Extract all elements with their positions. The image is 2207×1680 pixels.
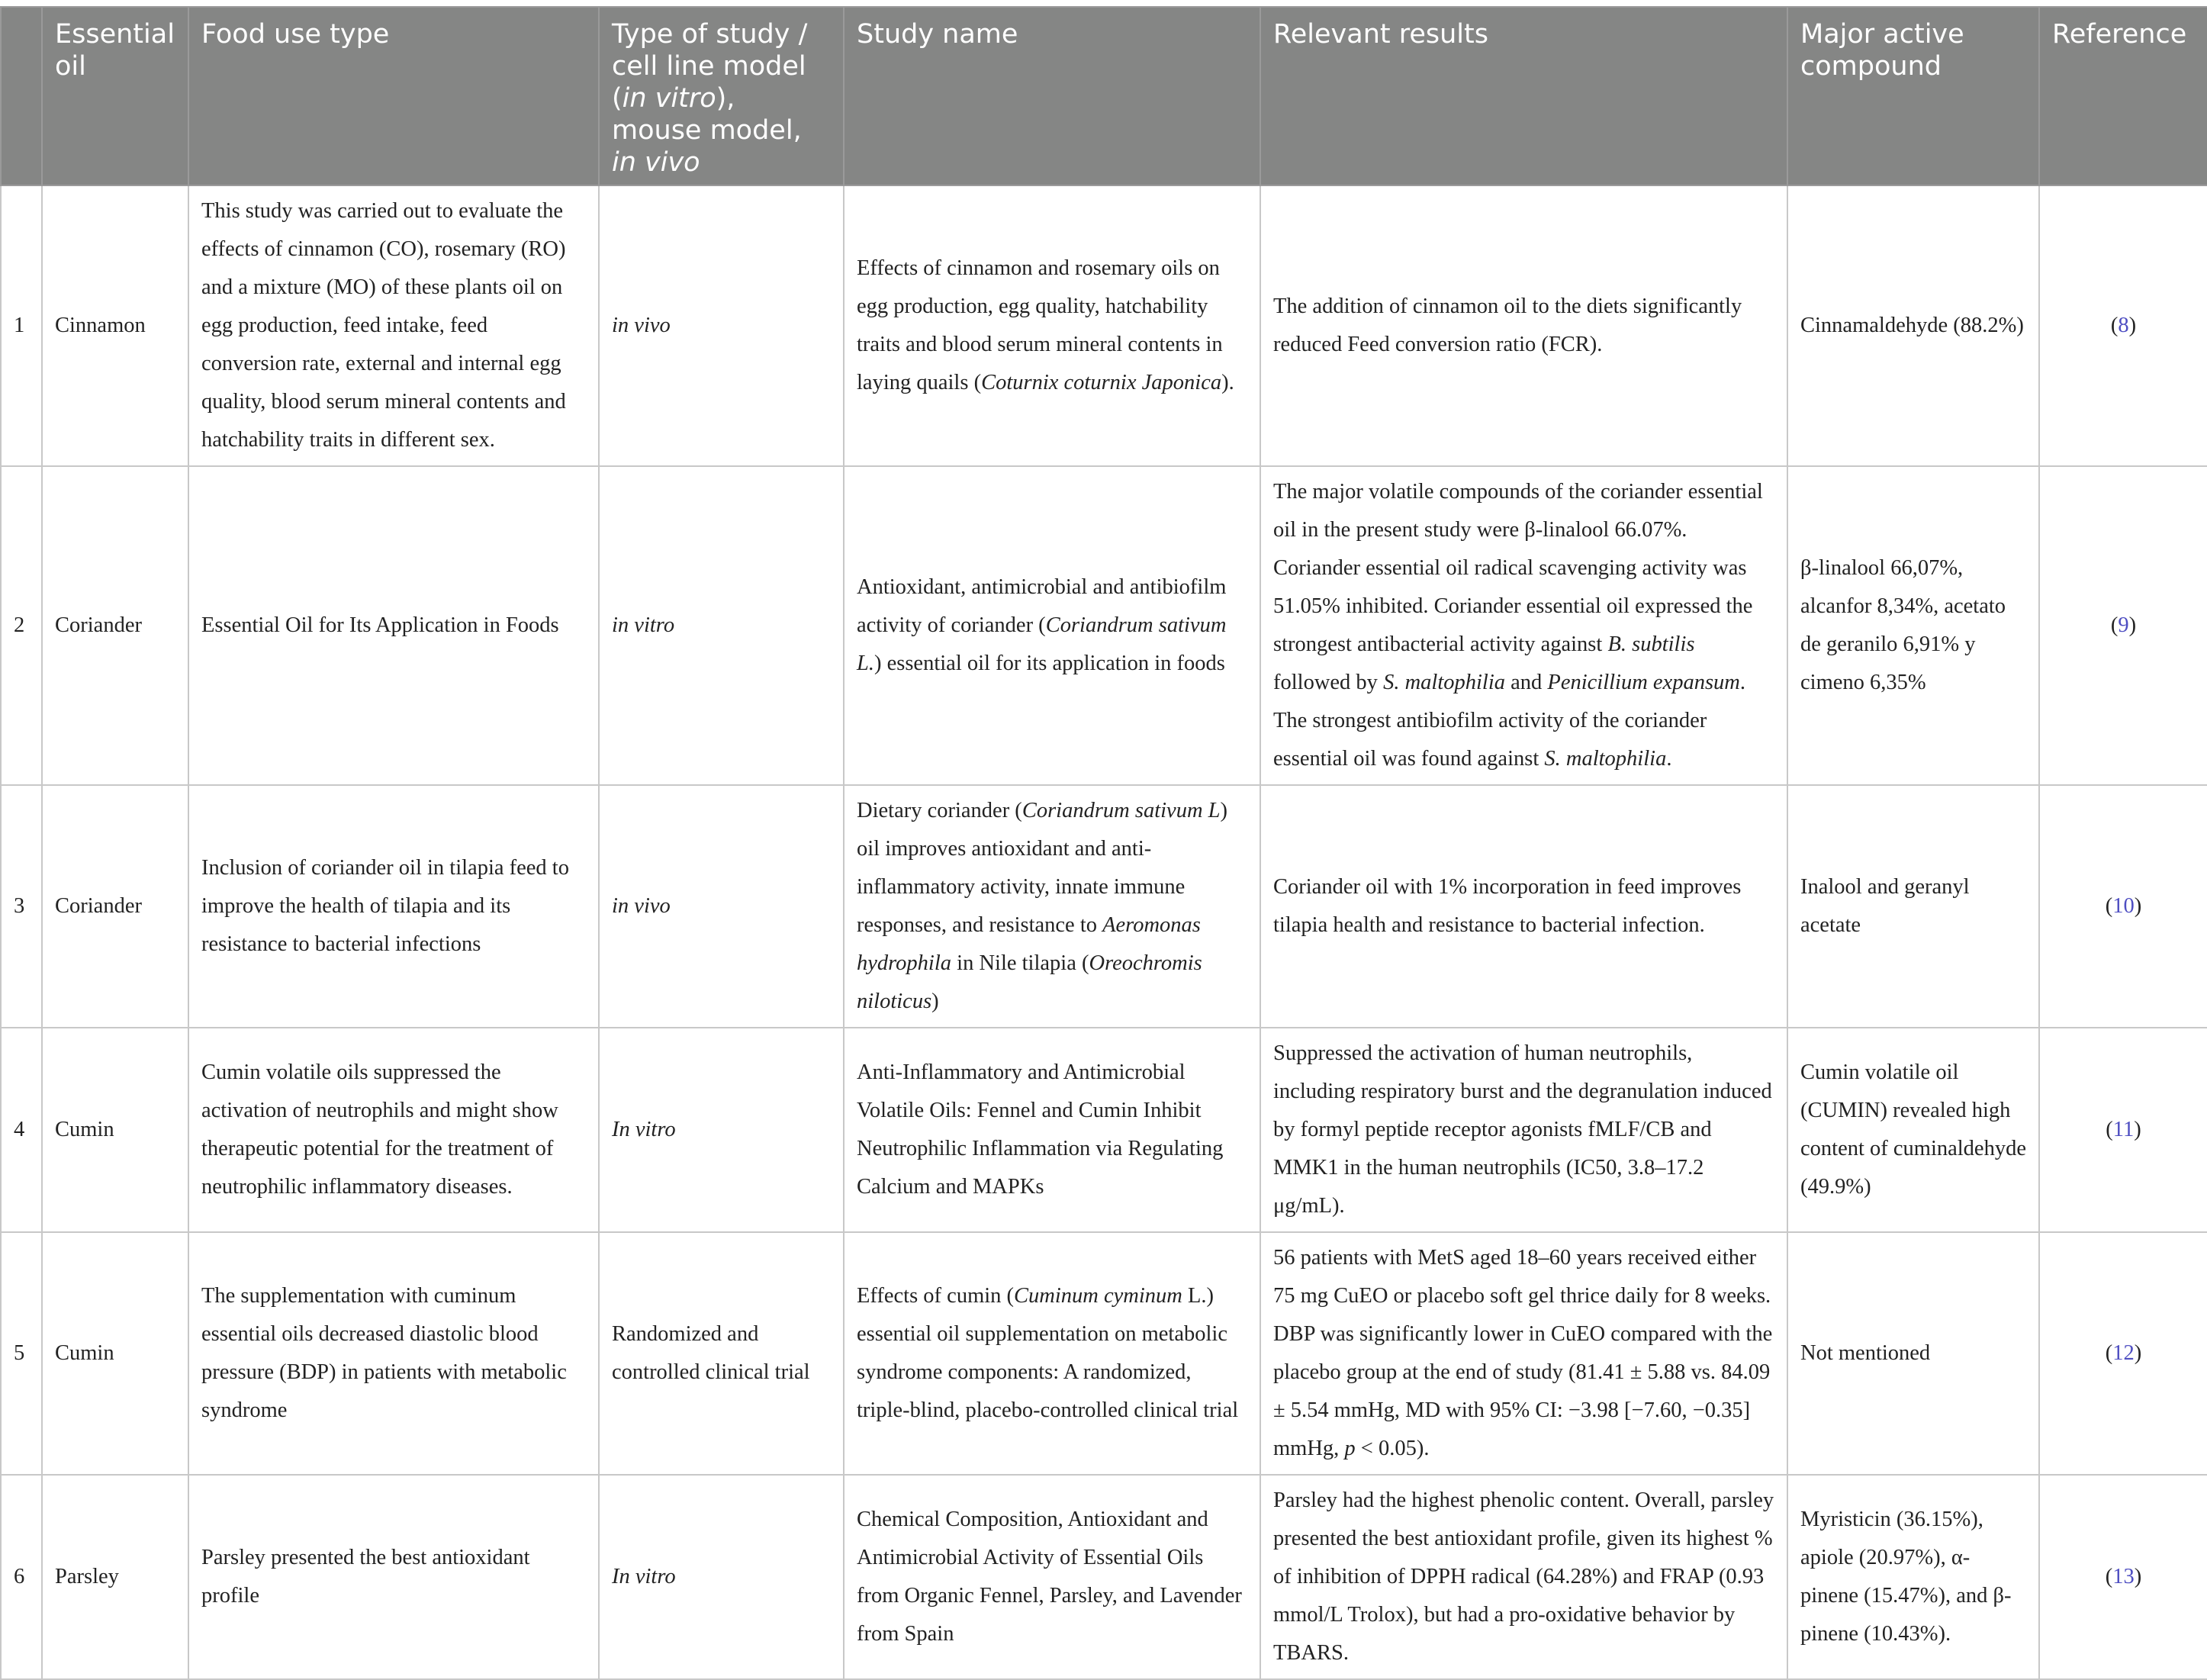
study-type-cell	[599, 785, 844, 1028]
header-reference: Reference	[2039, 7, 2207, 185]
results-cell: The major volatile compounds of the coriander essential oil in the present study were β-linalool 66.07%. Coriander essential oil radical scavenging activity was 51.05% inhibited. Coriander essential oil expressed the strongest antibacterial activity against B. subtilis followed by S. maltophilia and Penicillium expansum. The strongest antibiofilm activity of the coriander essential oil was found against S. maltophilia.	[1260, 466, 1787, 785]
reference-link[interactable]: 11	[2112, 1118, 2135, 1141]
table-header	[1, 7, 2207, 185]
compound-cell: Cumin volatile oil (CUMIN) revealed high content of cuminaldehyde (49.9%)	[1787, 1028, 2039, 1232]
study-name-cell: Antioxidant, antimicrobial and antibiofilm activity of coriander (Coriandrum sativum L.) essential oil for its application in foods	[844, 466, 1260, 785]
reference-link[interactable]: 10	[2112, 894, 2135, 918]
results-cell: Suppressed the activation of human neutrophils, including respiratory burst and the degranulation induced by formyl peptide receptor agonists fMLF/CB and MMK1 in the human neutrophils (IC50, 3.8–17.2 μg/mL).	[1260, 1028, 1787, 1232]
essential-oil-cell: Cumin	[42, 1232, 188, 1475]
compound-cell: β-linalool 66,07%, alcanfor 8,34%, acetato de geranilo 6,91% y cimeno 6,35%	[1787, 466, 2039, 785]
table-row	[1, 1475, 2207, 1679]
study-type-text: in vitro	[612, 613, 675, 637]
essential-oil-cell: Coriander	[42, 785, 188, 1028]
results-cell: Coriander oil with 1% incorporation in feed improves tilapia health and resistance to bacterial infection.	[1260, 785, 1787, 1028]
row-number: 5	[1, 1232, 42, 1475]
table-row	[1, 1028, 2207, 1232]
compound-cell: Not mentioned	[1787, 1232, 2039, 1475]
food-use-cell: Inclusion of coriander oil in tilapia feed to improve the health of tilapia and its resistance to bacterial infections	[188, 785, 599, 1028]
food-use-cell: Parsley presented the best antioxidant profile	[188, 1475, 599, 1679]
results-cell: The addition of cinnamon oil to the diets significantly reduced Feed conversion ratio (FCR).	[1260, 185, 1787, 466]
food-use-cell: Cumin volatile oils suppressed the activation of neutrophils and might show therapeutic potential for the treatment of neutrophilic inflammatory diseases.	[188, 1028, 599, 1232]
essential-oil-cell: Coriander	[42, 466, 188, 785]
reference-link[interactable]: 12	[2112, 1341, 2135, 1365]
essential-oil-cell: Cumin	[42, 1028, 188, 1232]
food-use-cell: Essential Oil for Its Application in Foods	[188, 466, 599, 785]
compound-cell: Cinnamaldehyde (88.2%)	[1787, 185, 2039, 466]
study-type-cell	[599, 1475, 844, 1679]
row-number: 2	[1, 466, 42, 785]
study-type-text: in vivo	[612, 314, 671, 337]
reference-link[interactable]: 8	[2118, 314, 2129, 337]
study-type-text: in vivo	[612, 894, 671, 918]
header-major-compound: Major active compound	[1787, 7, 2039, 185]
study-name-cell: Anti-Inflammatory and Antimicrobial Volatile Oils: Fennel and Cumin Inhibit Neutrophilic Inflammation via Regulating Calcium and MAPKs	[844, 1028, 1260, 1232]
header-study-name: Study name	[844, 7, 1260, 185]
study-type-text: In vitro	[612, 1118, 676, 1141]
reference-cell: (12)	[2039, 1232, 2207, 1475]
row-number: 6	[1, 1475, 42, 1679]
reference-link[interactable]: 13	[2112, 1565, 2135, 1588]
reference-cell: (8)	[2039, 185, 2207, 466]
results-cell: Parsley had the highest phenolic content. Overall, parsley presented the best antioxidant profile, given its highest % of inhibition of DPPH radical (64.28%) and FRAP (0.93 mmol/L Trolox), but had a pro-oxidative behavior by TBARS.	[1260, 1475, 1787, 1679]
header-essential-oil: Essential oil	[42, 7, 188, 185]
study-type-cell	[599, 185, 844, 466]
table-row	[1, 785, 2207, 1028]
study-type-text: In vitro	[612, 1565, 676, 1588]
table-body	[1, 185, 2207, 1679]
study-type-cell: Randomized and controlled clinical trial	[599, 1232, 844, 1475]
row-number: 4	[1, 1028, 42, 1232]
reference-cell: (11)	[2039, 1028, 2207, 1232]
row-number: 3	[1, 785, 42, 1028]
header-food-use-type: Food use type	[188, 7, 599, 185]
header-study-type: Type of study / cell line model (in vitro), mouse model, in vivo	[599, 7, 844, 185]
reference-link[interactable]: 9	[2118, 613, 2129, 637]
study-name-cell: Effects of cumin (Cuminum cyminum L.) essential oil supplementation on metabolic syndrome components: A randomized, triple-blind, placebo-controlled clinical trial	[844, 1232, 1260, 1475]
study-name-cell: Effects of cinnamon and rosemary oils on egg production, egg quality, hatchability traits and blood serum mineral contents in laying quails (Coturnix coturnix Japonica).	[844, 185, 1260, 466]
table-row	[1, 1232, 2207, 1475]
results-cell: 56 patients with MetS aged 18–60 years received either 75 mg CuEO or placebo soft gel thrice daily for 8 weeks. DBP was significantly lower in CuEO compared with the placebo group at the end of study (81.41 ± 5.88 vs. 84.09 ± 5.54 mmHg, MD with 95% CI: −3.98 [−7.60, −0.35] mmHg, p < 0.05).	[1260, 1232, 1787, 1475]
study-type-cell	[599, 466, 844, 785]
row-number: 1	[1, 185, 42, 466]
compound-cell: Inalool and geranyl acetate	[1787, 785, 2039, 1028]
header-row	[1, 7, 2207, 185]
compound-cell: Myristicin (36.15%), apiole (20.97%), α-pinene (15.47%), and β-pinene (10.43%).	[1787, 1475, 2039, 1679]
essential-oil-cell: Parsley	[42, 1475, 188, 1679]
table-row	[1, 466, 2207, 785]
reference-cell: (10)	[2039, 785, 2207, 1028]
food-use-cell: The supplementation with cuminum essential oils decreased diastolic blood pressure (BDP) in patients with metabolic syndrome	[188, 1232, 599, 1475]
header-relevant-results: Relevant results	[1260, 7, 1787, 185]
essential-oils-table	[0, 6, 2207, 1680]
food-use-cell: This study was carried out to evaluate the effects of cinnamon (CO), rosemary (RO) and a mixture (MO) of these plants oil on egg production, feed intake, feed conversion rate, external and internal egg quality, blood serum mineral contents and hatchability traits in different sex.	[188, 185, 599, 466]
header-num	[1, 7, 42, 185]
study-name-cell: Chemical Composition, Antioxidant and Antimicrobial Activity of Essential Oils from Organic Fennel, Parsley, and Lavender from Spain	[844, 1475, 1260, 1679]
table-row	[1, 185, 2207, 466]
essential-oil-cell: Cinnamon	[42, 185, 188, 466]
reference-cell: (13)	[2039, 1475, 2207, 1679]
study-type-cell	[599, 1028, 844, 1232]
reference-cell: (9)	[2039, 466, 2207, 785]
study-name-cell: Dietary coriander (Coriandrum sativum L) oil improves antioxidant and anti-inflammatory activity, innate immune responses, and resistance to Aeromonas hydrophila in Nile tilapia (Oreochromis niloticus)	[844, 785, 1260, 1028]
